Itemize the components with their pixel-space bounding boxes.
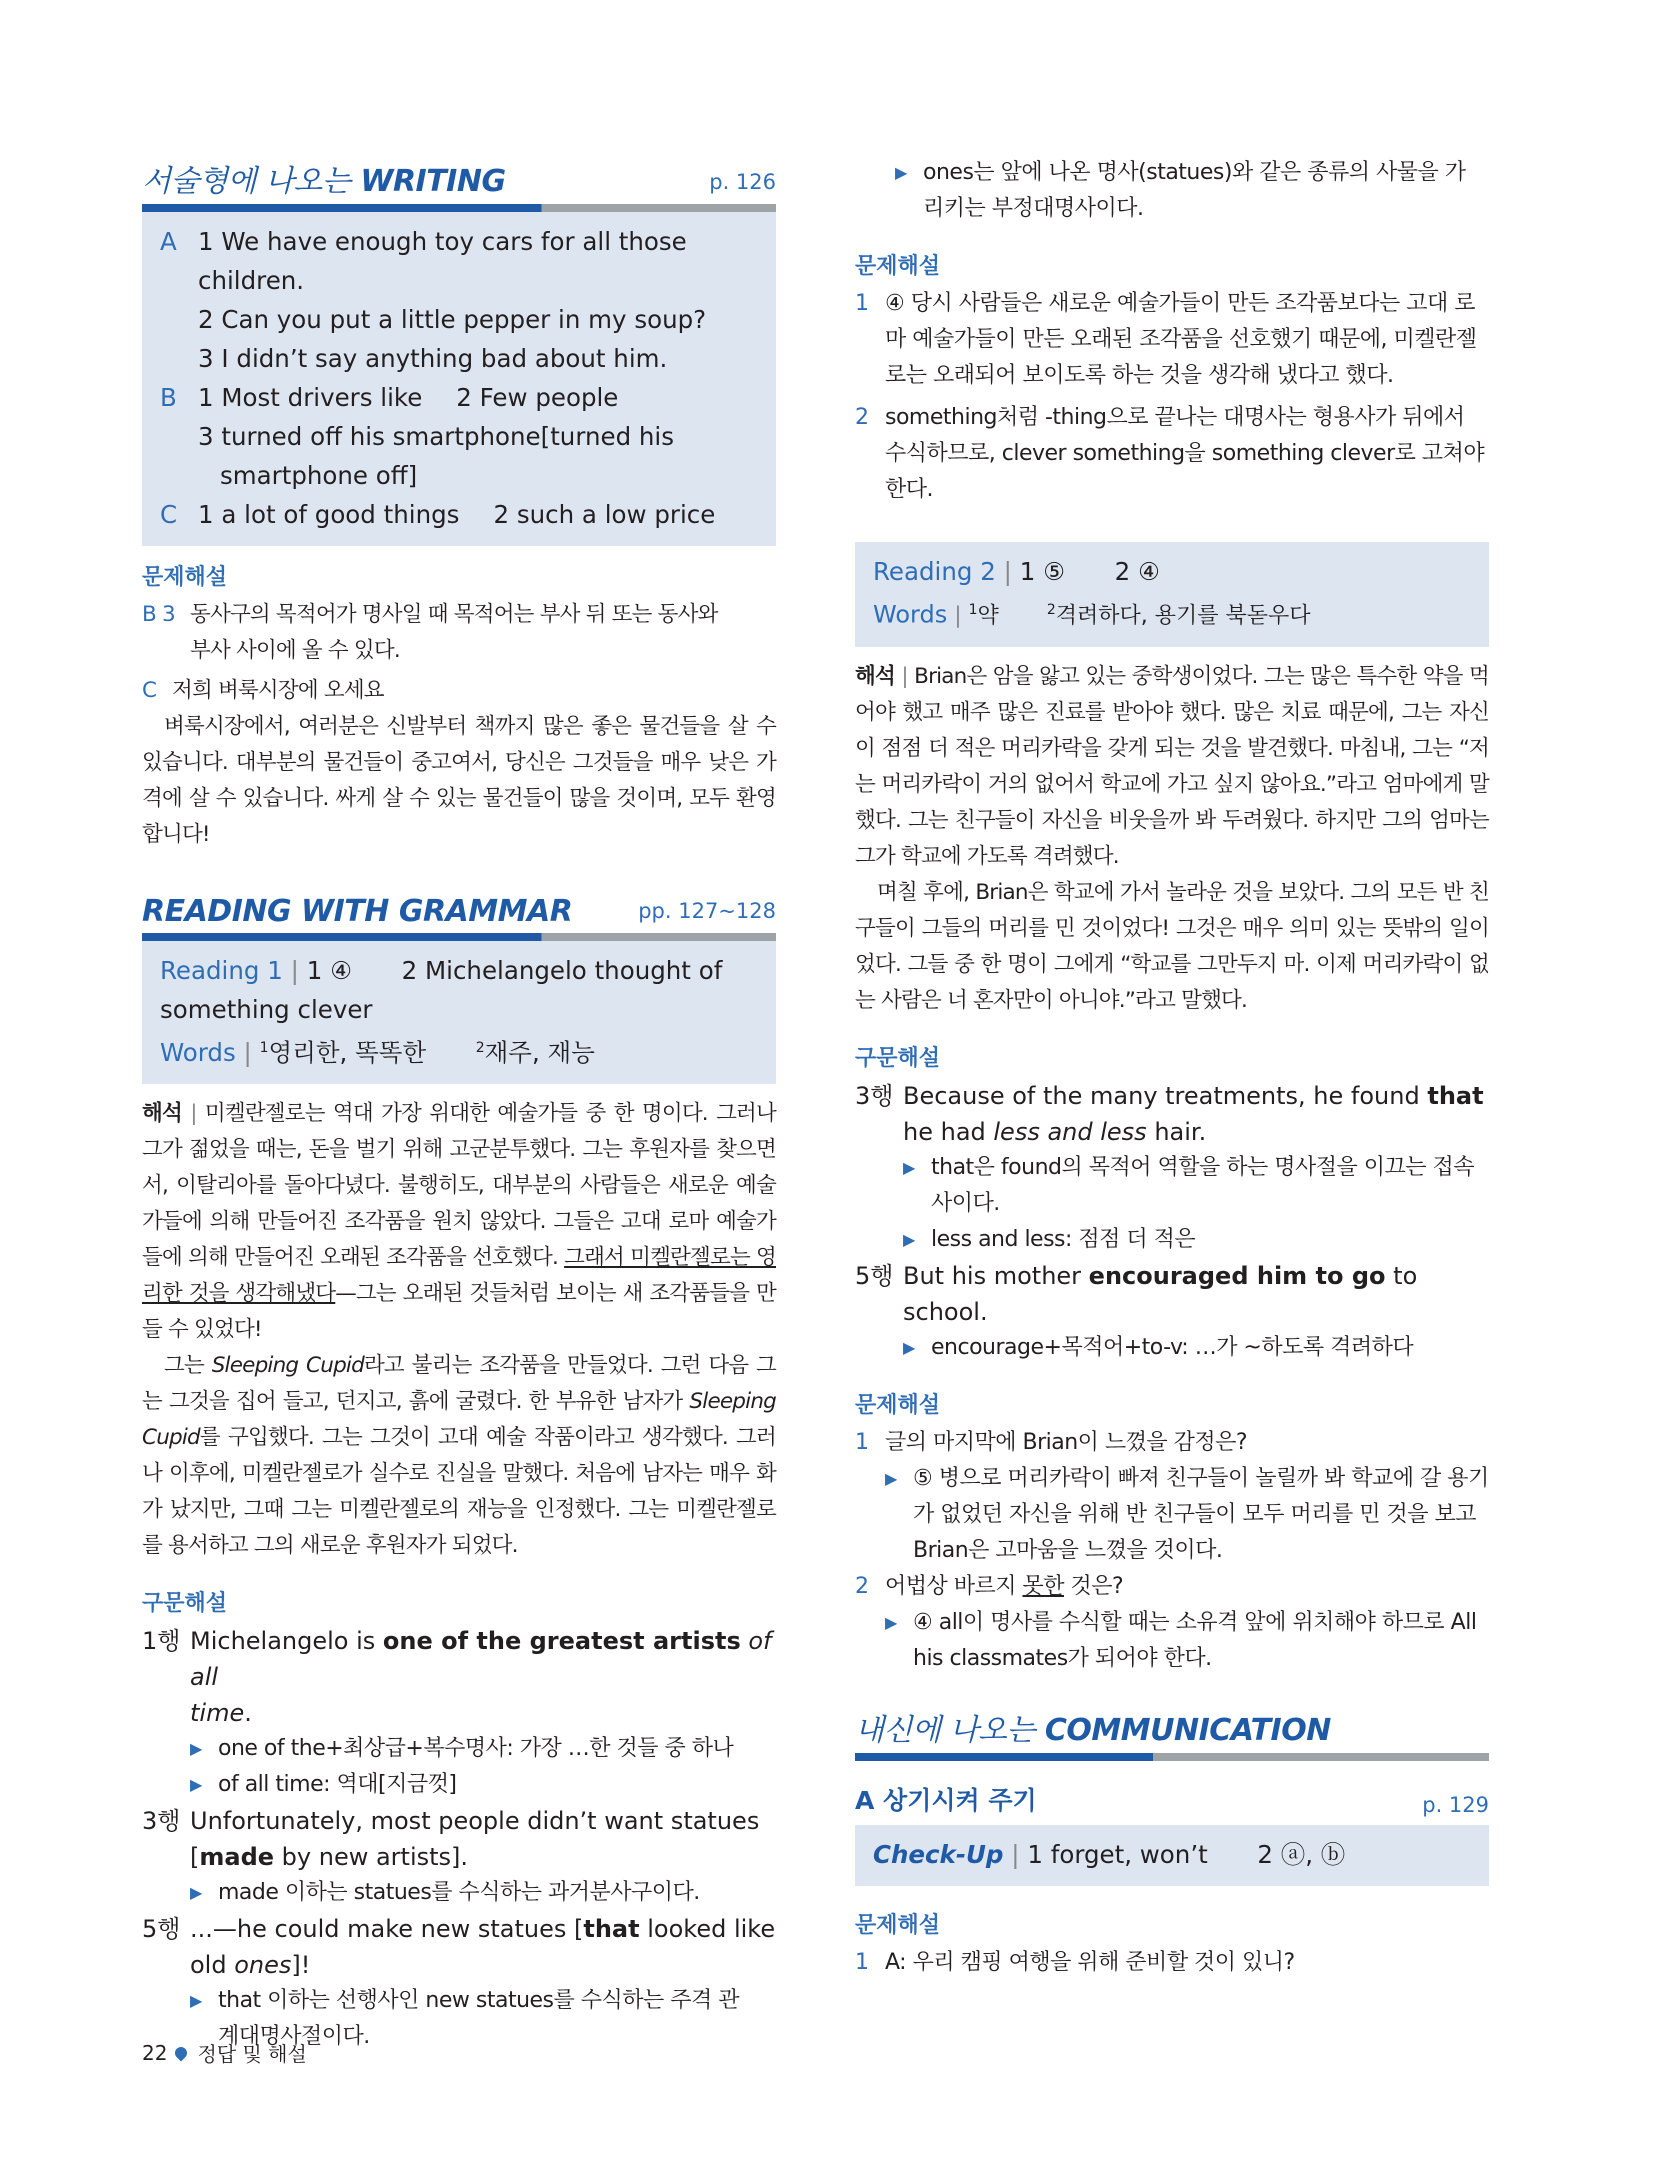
word-gloss: 격려하다, 용기를 북돋우다 — [1055, 603, 1311, 629]
syntax-note: of all time: 역대[지금껏] — [218, 1772, 457, 1798]
answer-line: 2 Can you put a little pepper in my soup? — [198, 305, 707, 334]
check-up-label: Check-Up — [873, 1840, 1004, 1870]
explanation-label: C — [142, 678, 157, 703]
words-label: Words — [873, 600, 948, 629]
syntax-note: made 이하는 statues를 수식하는 과거분사구이다. — [218, 1880, 700, 1906]
explanation-item: 2 something처럼 -thing으로 끝나는 대명사는 형용사가 뒤에서 수식하므로, clever something을 something clever로 고쳐야 한다. — [855, 405, 1485, 502]
explanation-heading: 문제해설 — [855, 1913, 941, 1939]
left-column — [142, 150, 776, 2055]
answer-line: 2 ④ — [1114, 557, 1160, 586]
answer-label: Reading 1 — [160, 956, 283, 985]
writing-section — [142, 150, 776, 853]
explanation-item: 1 A: 우리 캠핑 여행을 위해 준비할 것이 있니? — [855, 1950, 1295, 1976]
explanation-answer: ⑤ 병으로 머리카락이 빠져 친구들이 놀릴까 봐 학교에 갈 용기가 없었던 자신을 위해 반 친구들이 모두 머리를 민 것을 보고 Brian은 고마움을 느꼈을 것이다. — [913, 1466, 1489, 1564]
right-column: ▶ ones는 앞에 나온 명사(statues)와 같은 종류의 사물을 가 리키는 부정대명사이다. 문제해설 1 ④ 당시 사람들은 새로운 예술가들이 만든 조각품보다는 고대 로마 예술가들이 만든 오래된 조각품을 선호했기 때문에, 미켈란젤로는 오래되어 보이도록 하는 것을 생각해 냈다고 했다. 2 something처럼 -thing으로 끝나는 대명사는 형용사가 뒤에서 수식하므로, clever something을 something clever로 고쳐야 한다. Reading 2 | 1 ⑤ 2 ④ Words | $^1$약 $^2$격려하다, 용기를 북돋우다 해석 | Brian은 암을 앓고 있는 중학생이었다. 그는 많은 특수한 약을 먹어야 했고 매주 많은 진료를 받아야 했다. 많은 치료 때문에, 그는 자신이 점점 더 적은 머리카락을 갖게 되는 것을 발견했다. 마침내, 그는 “저는 머리카락이 거의 없어서 학교에 가고 싶지 않아요.”라고 엄마에게 말했다. 그는 친구들이 자신을 비웃을까 봐 두려웠다. 하지만 그의 엄마는 그가 학교에 가도록 격려했다. 며칠 후에, Brian은 학교에 가서 놀라운 것을 보았다. 그의 모든 반 친구들이 그들의 머리를 민 것이었다! 그것은 매우 의미 있는 뜻밖의 일이었다. 그들 중 한 명이 그에게 “학교를 그만두지 마. 이제 머리카락이 없는 사람은 너 혼자만이 아니야.”라고 말했다. 구문해설 3행 Because of the many treatments, he found that he had less and less hair. ▶ that은 found의 목적어 역할을 하는 명사절을 이끄는 접속 사이다. ▶ less and less: 점점 더 적은 5행 But his mother encouraged him to go to school. ▶ encourage+목적어+to-v: …가 ~하도록 격려하다 문제해설 1 글의 마지막에 Brian이 느꼈을 감정은? ▶ ⑤ 병으로 머리카락이 빠져 친구들이 놀릴까 봐 학교에 갈 용기가 없었던 자신을 위해 반 친구들이 모두 머리를 민 것을 보고 Brian은 고마움을 느꼈을 것이다. 2 어법상 바르지 못한 것은? ▶ ④ all이 명사를 수식할 때는 소유격 앞에 위치해야 하므로 All his classmates가 되어야 한다. 내신에 나오는 COMMUNICATION A 상기시켜 주기 p. 129 Check-Up | 1 forget, won’t 2 ⓐ, ⓑ 문제해설 1 A: 우리 캠핑 여행을 위해 준비할 것이 있니? — [855, 155, 1489, 1981]
answer-line: 1 Most drivers like — [198, 383, 423, 412]
translation-paragraph: 해석 | Brian은 암을 앓고 있는 중학생이었다. 그는 많은 특수한 약을 먹어야 했고 매주 많은 진료를 받아야 했다. 많은 치료 때문에, 그는 자신이 점점 더 적은 머리카락을 갖게 되는 것을 발견했다. 마침내, 그는 “저는 머리카락이 거의 없어서 학교에 가고 싶지 않아요.”라고 엄마에게 말했다. 그는 친구들이 자신을 비웃을까 봐 두려웠다. 하지만 그의 엄마는 그가 학교에 가도록 격려했다. — [855, 664, 1489, 870]
explanation-translation: 벼룩시장에서, 여러분은 신발부터 책까지 많은 좋은 물건들을 살 수 있습니다. 대부분의 물건들이 중고여서, 당신은 그것들을 매우 낮은 가격에 살 수 있습니다. 싸게 살 수 있는 물건들이 많을 것이며, 모두 환영합니다! — [142, 714, 776, 847]
explanation-item: 1 글의 마지막에 Brian이 느꼈을 감정은? — [855, 1430, 1248, 1456]
footer-label: 정답 및 해설 — [197, 2042, 307, 2066]
syntax-note: ones는 앞에 나온 명사(statues)와 같은 종류의 사물을 가 리키는 부정대명사이다. — [923, 160, 1466, 221]
answer-line: smartphone off] — [220, 461, 418, 490]
answer-letter: B — [160, 383, 177, 412]
answer-line: 1 forget, won’t — [1027, 1840, 1208, 1870]
section-title-communication: 내신에 나오는 COMMUNICATION — [855, 1713, 1331, 1749]
explanation-heading: 문제해설 — [855, 1393, 941, 1419]
page-number: 22 — [142, 2040, 168, 2065]
syntax-heading: 구문해설 — [142, 1591, 228, 1617]
answer-line: 2 Few people — [456, 383, 619, 412]
answer-line: 2 Michelangelo thought of — [401, 956, 723, 985]
section-title-reading-grammar: READING WITH GRAMMAR — [142, 894, 573, 929]
answer-label: Reading 2 — [873, 557, 996, 586]
answer-line: 3 turned off his smartphone[turned his — [198, 422, 675, 451]
answer-box: Reading 2 | 1 ⑤ 2 ④ Words | $^1$약 $^2$격려하다, 용기를 북돋우다 — [855, 542, 1489, 647]
communication-section — [855, 1699, 1489, 1981]
explanation-text: 동사구의 목적어가 명사일 때 목적어는 부사 뒤 또는 동사와 — [190, 602, 718, 627]
syntax-item: 3행 Because of the many treatments, he found that he had less and less hair. — [855, 1082, 1484, 1147]
page-reference: p. 129 — [1422, 1793, 1489, 1818]
location-pin-icon — [173, 2044, 190, 2061]
explanation-text: 부사 사이에 올 수 있다. — [190, 638, 400, 663]
explanation-item: 2 어법상 바르지 못한 것은? — [855, 1574, 1124, 1600]
syntax-note: one of the+최상급+복수명사: 가장 …한 것들 중 하나 — [218, 1736, 734, 1762]
explanation-title: 저희 벼룩시장에 오세요 — [172, 678, 384, 703]
reading-grammar-section: READING WITH GRAMMAR pp. 127~128 Reading 1 | 1 ④ 2 Michelangelo thought of something clever Words | $^1$영리한, 똑똑한 $^2$재주, 재능 해석 | 미켈란젤로는 역대 가장 위대한 예술가들 중 한 명이다. 그러나 그가 젊었을 때는, 돈을 벌기 위해 고군분투했다. 그는 후원자를 찾으면서, 이탈리아를 돌아다녔다. 불행히도, 대부분의 사람들은 새로운 예술가들에 의해 만들어진 조각품을 원치 않았다. 그들은 고대 로마 예술가들에 의해 만들어진 오래된 조각품을 선호했다. 그래서 미켈란젤로는 영리한 것을 생각해냈다—그는 오래된 것들처럼 보이는 새 조각품들을 만들 수 있었다! 그는 Sleeping Cupid라고 불리는 조각품을 만들었다. 그런 다음 그는 그것을 집어 들고, 던지고, 흙에 굴렸다. 한 부유한 남자가 Sleeping Cupid를 구입했다. 그는 그것이 고대 예술 작품이라고 생각했다. 그러나 이후에, 미켈란젤로가 실수로 진실을 말했다. 처음에 남자는 매우 화가 났지만, 그때 그는 미켈란젤로의 재능을 인정했다. 그는 미켈란젤로를 용서하고 그의 새로운 후원자가 되었다. 구문해설 1행 Michelangelo is one of the greatest artists of all time. ▶ one of the+최상급+복수명사: 가장 …한 것들 중 하나 ▶ of all time: 역대[지금껏] 3행 Unfortunately, most people didn’t want statues [made by new artists]. ▶ made 이하는 statues를 수식하는 과거분사구이다. 5행 ...—he could make new statues [that looked like old ones]! ▶ that 이하는 선행사인 new statues를 수식하는 주격 관 계대명사절이다. — [142, 879, 776, 2055]
section-divider — [855, 1753, 1489, 1761]
answer-box: Check-Up | 1 forget, won’t 2 ⓐ, ⓑ — [855, 1825, 1489, 1886]
answer-line: 1 We have enough toy cars for all those children. — [198, 227, 687, 295]
explanation-item: 1 ④ 당시 사람들은 새로운 예술가들이 만든 조각품보다는 고대 로마 예술가들이 만든 오래된 조각품을 선호했기 때문에, 미켈란젤로는 오래되어 보이도록 하는 것을 생각해 냈다고 했다. — [855, 291, 1477, 388]
syntax-item: 5행 But his mother encouraged him to go to school. — [855, 1262, 1418, 1327]
words-label: Words — [160, 1038, 236, 1068]
answer-line: 1 ⑤ — [1019, 557, 1066, 586]
translation-paragraph: 그는 Sleeping Cupid라고 불리는 조각품을 만들었다. 그런 다음 그는 그것을 집어 들고, 던지고, 흙에 굴렸다. 한 부유한 남자가 Sleeping Cupid를 구입했다. 그는 그것이 고대 예술 작품이라고 생각했다. 그러나 이후에, 미켈란젤로가 실수로 진실을 말했다. 처음에 남자는 매우 화가 났지만, 그때 그는 미켈란젤로의 재능을 인정했다. 그는 미켈란젤로를 용서하고 그의 새로운 후원자가 되었다. — [142, 1353, 776, 1559]
word-gloss: 영리한, 똑똑한 — [268, 1038, 427, 1068]
explanation-answer: ④ all이 명사를 수식할 때는 소유격 앞에 위치해야 하므로 All his classmates가 되어야 한다. — [913, 1610, 1477, 1672]
syntax-item: 3행 Unfortunately, most people didn’t want statues [made by new artists]. — [142, 1807, 760, 1872]
page-reference: p. 126 — [709, 170, 776, 194]
page-reference: pp. 127~128 — [638, 899, 776, 923]
word-gloss: 약 — [977, 603, 999, 629]
page-footer — [142, 2038, 307, 2067]
syntax-note: encourage+목적어+to-v: …가 ~하도록 격려하다 — [931, 1335, 1414, 1361]
syntax-note: that 이하는 선행사인 new statues를 수식하는 주격 관 계대명사절이다. — [218, 1988, 740, 2050]
answer-letter: A — [160, 227, 177, 256]
translation-paragraph: 며칠 후에, Brian은 학교에 가서 놀라운 것을 보았다. 그의 모든 반 친구들이 그들의 머리를 민 것이었다! 그것은 매우 의미 있는 뜻밖의 일이었다. 그들 중 한 명이 그에게 “학교를 그만두지 마. 이제 머리카락이 없는 사람은 너 혼자만이 아니야.”라고 말했다. — [855, 880, 1489, 1014]
answer-line: 2 such a low price — [493, 500, 716, 529]
answer-line: something clever — [160, 995, 373, 1024]
section-title-writing: 서술형에 나오는 WRITING — [142, 164, 506, 199]
section-divider — [142, 204, 776, 212]
translation-paragraph: 해석 | 미켈란젤로는 역대 가장 위대한 예술가들 중 한 명이다. 그러나 그가 젊었을 때는, 돈을 벌기 위해 고군분투했다. 그는 후원자를 찾으면서, 이탈리아를 돌아다녔다. 불행히도, 대부분의 사람들은 새로운 예술가들에 의해 만들어진 조각품을 원치 않았다. 그들은 고대 로마 예술가들에 의해 만들어진 오래된 조각품을 선호했다. 그래서 미켈란젤로는 영리한 것을 생각해냈다—그는 오래된 것들처럼 보이는 새 조각품들을 만들 수 있었다! — [142, 1101, 776, 1343]
word-gloss: 재주, 재능 — [484, 1038, 595, 1068]
section-divider — [142, 933, 776, 941]
syntax-heading: 구문해설 — [855, 1046, 941, 1072]
answer-box — [142, 212, 776, 546]
answer-line: 2 ⓐ, ⓑ — [1257, 1840, 1346, 1870]
syntax-item: 5행 ...—he could make new statues [that looked like old ones]! — [142, 1915, 776, 1980]
syntax-note: less and less: 점점 더 적은 — [931, 1227, 1196, 1253]
syntax-note: that은 found의 목적어 역할을 하는 명사절을 이끄는 접속 사이다. — [931, 1155, 1474, 1217]
answer-line: 1 a lot of good things — [198, 500, 460, 529]
answer-box: Reading 1 | 1 ④ 2 Michelangelo thought of something clever Words | $^1$영리한, 똑똑한 $^2$재주, 재능 — [142, 941, 776, 1084]
explanation-label: B 3 — [142, 602, 175, 627]
answer-line: 1 ④ — [306, 956, 353, 985]
explanation-heading: 문제해설 — [855, 254, 941, 279]
subsection-title: A 상기시켜 주기 — [855, 1786, 1037, 1816]
answer-line: 3 I didn’t say anything bad about him. — [198, 344, 668, 373]
answer-letter: C — [160, 500, 178, 529]
explanation-heading: 문제해설 — [142, 565, 228, 590]
syntax-item: 1행 Michelangelo is one of the greatest artists of all time. — [142, 1627, 772, 1728]
